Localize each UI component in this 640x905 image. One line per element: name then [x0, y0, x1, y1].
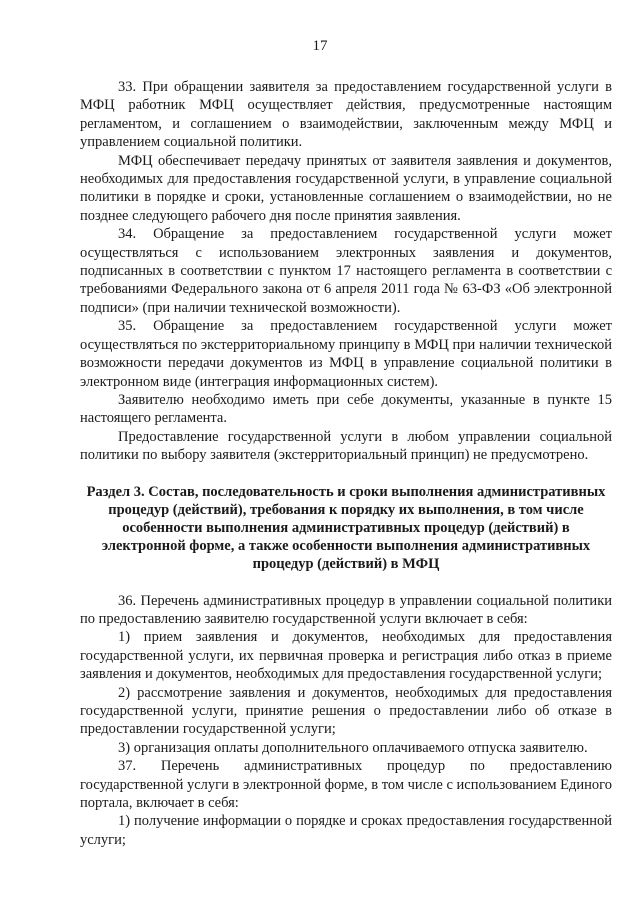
paragraph-34: 34. Обращение за предоставлением государственной услуги может осуществляться с использованием электронных заявления и документов, подписанных в соответствии с пунктом 17 настоящего регламента в соответствии с требованиями Федерального закона от 6 апреля 2011 года № 63-ФЗ «Об электронной подписи» (при наличии технической возможности). — [80, 226, 612, 316]
page-number: 17 — [312, 38, 328, 54]
section-3-heading: Раздел 3. Состав, последовательность и сроки выполнения административных процедур (действий), требования к порядку их выполнения, в том числе особенности выполнения административных процедур (действий) в электронной форме, а также особенности выполнения административных процедур (действий) в МФЦ — [86, 483, 606, 573]
document-body — [80, 78, 612, 849]
list-item-36-1: 1) прием заявления и документов, необходимых для предоставления государственной услуги, их первичная проверка и регистрация либо отказ в приеме заявления и документов, необходимых для предоставления государственной услуги; — [80, 629, 612, 683]
list-item-36-3: 3) организация оплаты дополнительного оплачиваемого отпуска заявителю. — [118, 739, 588, 756]
paragraph-36: 36. Перечень административных процедур в управлении социальной политики по предоставлению заявителю государственной услуги включает в себя: — [80, 592, 612, 627]
list-item-37-1: 1) получение информации о порядке и сроках предоставления государственной услуги; — [80, 813, 612, 848]
paragraph-extraterritorial: Предоставление государственной услуги в любом управлении социальной политики по выбору заявителя (экстерриториальный принцип) не предусмотрено. — [80, 428, 612, 464]
paragraph-35: 35. Обращение за предоставлением государственной услуги может осуществляться по экстерриториальному принципу в МФЦ при наличии технической возможности передачи документов из МФЦ в управление социальной политики в электронном виде (интеграция информационных систем). — [80, 318, 612, 390]
paragraph-mfc-transfer: МФЦ обеспечивает передачу принятых от заявителя заявления и документов, необходимых для предоставления государственной услуги, в управление социальной политики в порядке и сроки, установленные соглашением о взаимодействии, но не позднее следующего рабочего дня после принятия заявления. — [80, 152, 612, 224]
paragraph-37: 37. Перечень административных процедур по предоставлению государственной услуги в электронной форме, в том числе с использованием Единого портала, включает в себя: — [80, 758, 612, 812]
paragraph-documents-required: Заявителю необходимо иметь при себе документы, указанные в пункте 15 настоящего регламента. — [80, 391, 612, 427]
paragraph-33: 33. При обращении заявителя за предоставлением государственной услуги в МФЦ работник МФЦ осуществляет действия, предусмотренные настоящим регламентом, и соглашением о взаимодействии, заключенным между МФЦ и управлением социальной политики. — [80, 79, 612, 151]
list-item-36-2: 2) рассмотрение заявления и документов, необходимых для предоставления государственной услуги, принятие решения о предоставлении либо об отказе в предоставлении государственной услуги; — [80, 684, 612, 738]
